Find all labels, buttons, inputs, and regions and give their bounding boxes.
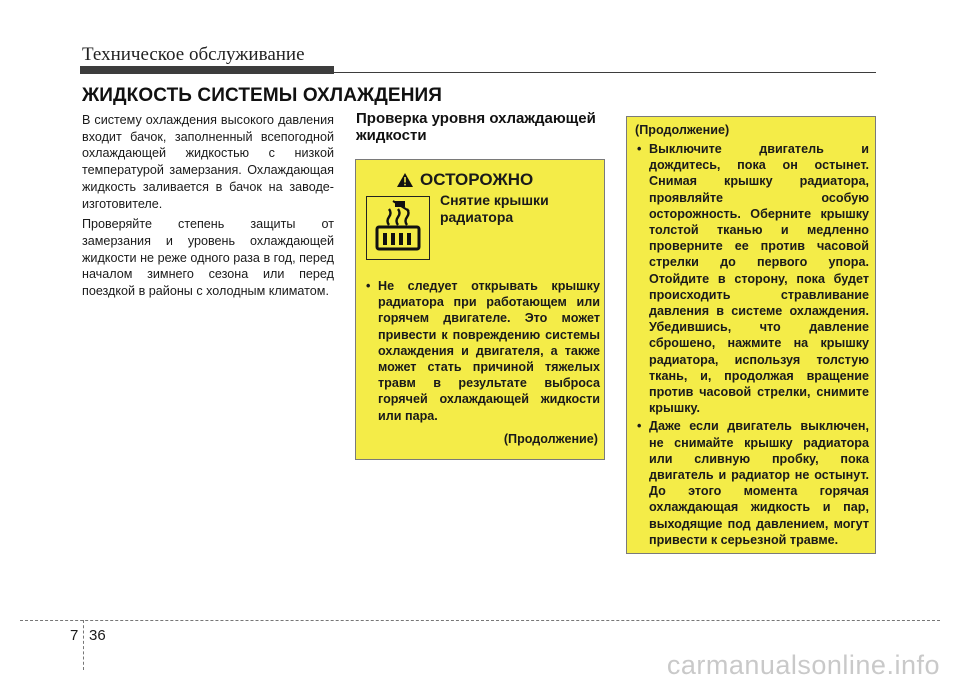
- header-rule: [334, 72, 876, 73]
- header-title: Техническое обслуживание: [82, 44, 305, 65]
- intro-column: [82, 112, 334, 304]
- warning-heading: [396, 170, 533, 190]
- continuation-list: [635, 141, 869, 550]
- continuation-item-1: • Выключите двигатель и дождитесь, пока он остынет. Снимая крышку радиатора, проявляйте особую осторожность. Оберните крышку толстой тканью и медленно проверните ее против часовой стрелки до первого упора. Отойдите в сторону, пока будет происходить стравливание давления в системе охлаждения. Убедившись, что давление сброшено, нажмите на крышку радиатора, используя толстую ткань, и, продолжая вращение против часовой стрелки, снимите крышку.: [635, 141, 869, 416]
- warning-box: [355, 159, 605, 460]
- watermark: carmanualsonline.info: [666, 650, 940, 680]
- radiator-cap-hazard-icon: [366, 196, 430, 260]
- chapter-number: 7: [70, 627, 79, 644]
- footer-divider: [83, 620, 84, 670]
- footer-rule: [20, 620, 940, 621]
- continuation-heading: (Продолжение): [635, 123, 730, 137]
- warning-heading-text: ОСТОРОЖНО: [420, 170, 534, 189]
- continuation-item-2: • Даже если двигатель выключен, не снимайте крышку радиатора или сливную пробку, пока двигатель и радиатор не остынут. До этого момента горячая охлаждающая жидкость и пар, выходящие под давлением, могут привести к серьезной травме.: [635, 418, 869, 548]
- page-number: 36: [89, 627, 106, 644]
- warning-subheading: Снятие крышки радиатора: [440, 192, 549, 225]
- header-bar: [80, 66, 334, 74]
- continued-note: (Продолжение): [503, 432, 598, 446]
- intro-paragraph-1: В систему охлаждения высокого давления входит бачок, заполненный всепогодной охлаждающей жидкостью с низкой температурой замерзания. Охлаждающая жидкость заливается в бачок на заводе-изготовителе.: [82, 113, 334, 211]
- warning-list: [364, 278, 600, 424]
- warning-triangle-icon: [396, 172, 414, 188]
- warning-item: • Не следует открывать крышку радиатора при работающем или горячем двигателе. Это может привести к повреждению системы охлаждения и двигателя, а также может стать причиной тяжелых травм в результате выброса горячей охлаждающей жидкости или пара.: [364, 278, 600, 424]
- continuation-box: [626, 116, 876, 554]
- section-title: ЖИДКОСТЬ СИСТЕМЫ ОХЛАЖДЕНИЯ: [82, 85, 443, 106]
- intro-paragraph-2: Проверяйте степень защиты от замерзания и уровень охлаждающей жидкости не реже одного раза в год, перед началом зимнего сезона или перед поездкой в районы с холодным климатом.: [82, 217, 334, 299]
- subsection-title: Проверка уровня охлаждающей жидкости: [356, 110, 596, 144]
